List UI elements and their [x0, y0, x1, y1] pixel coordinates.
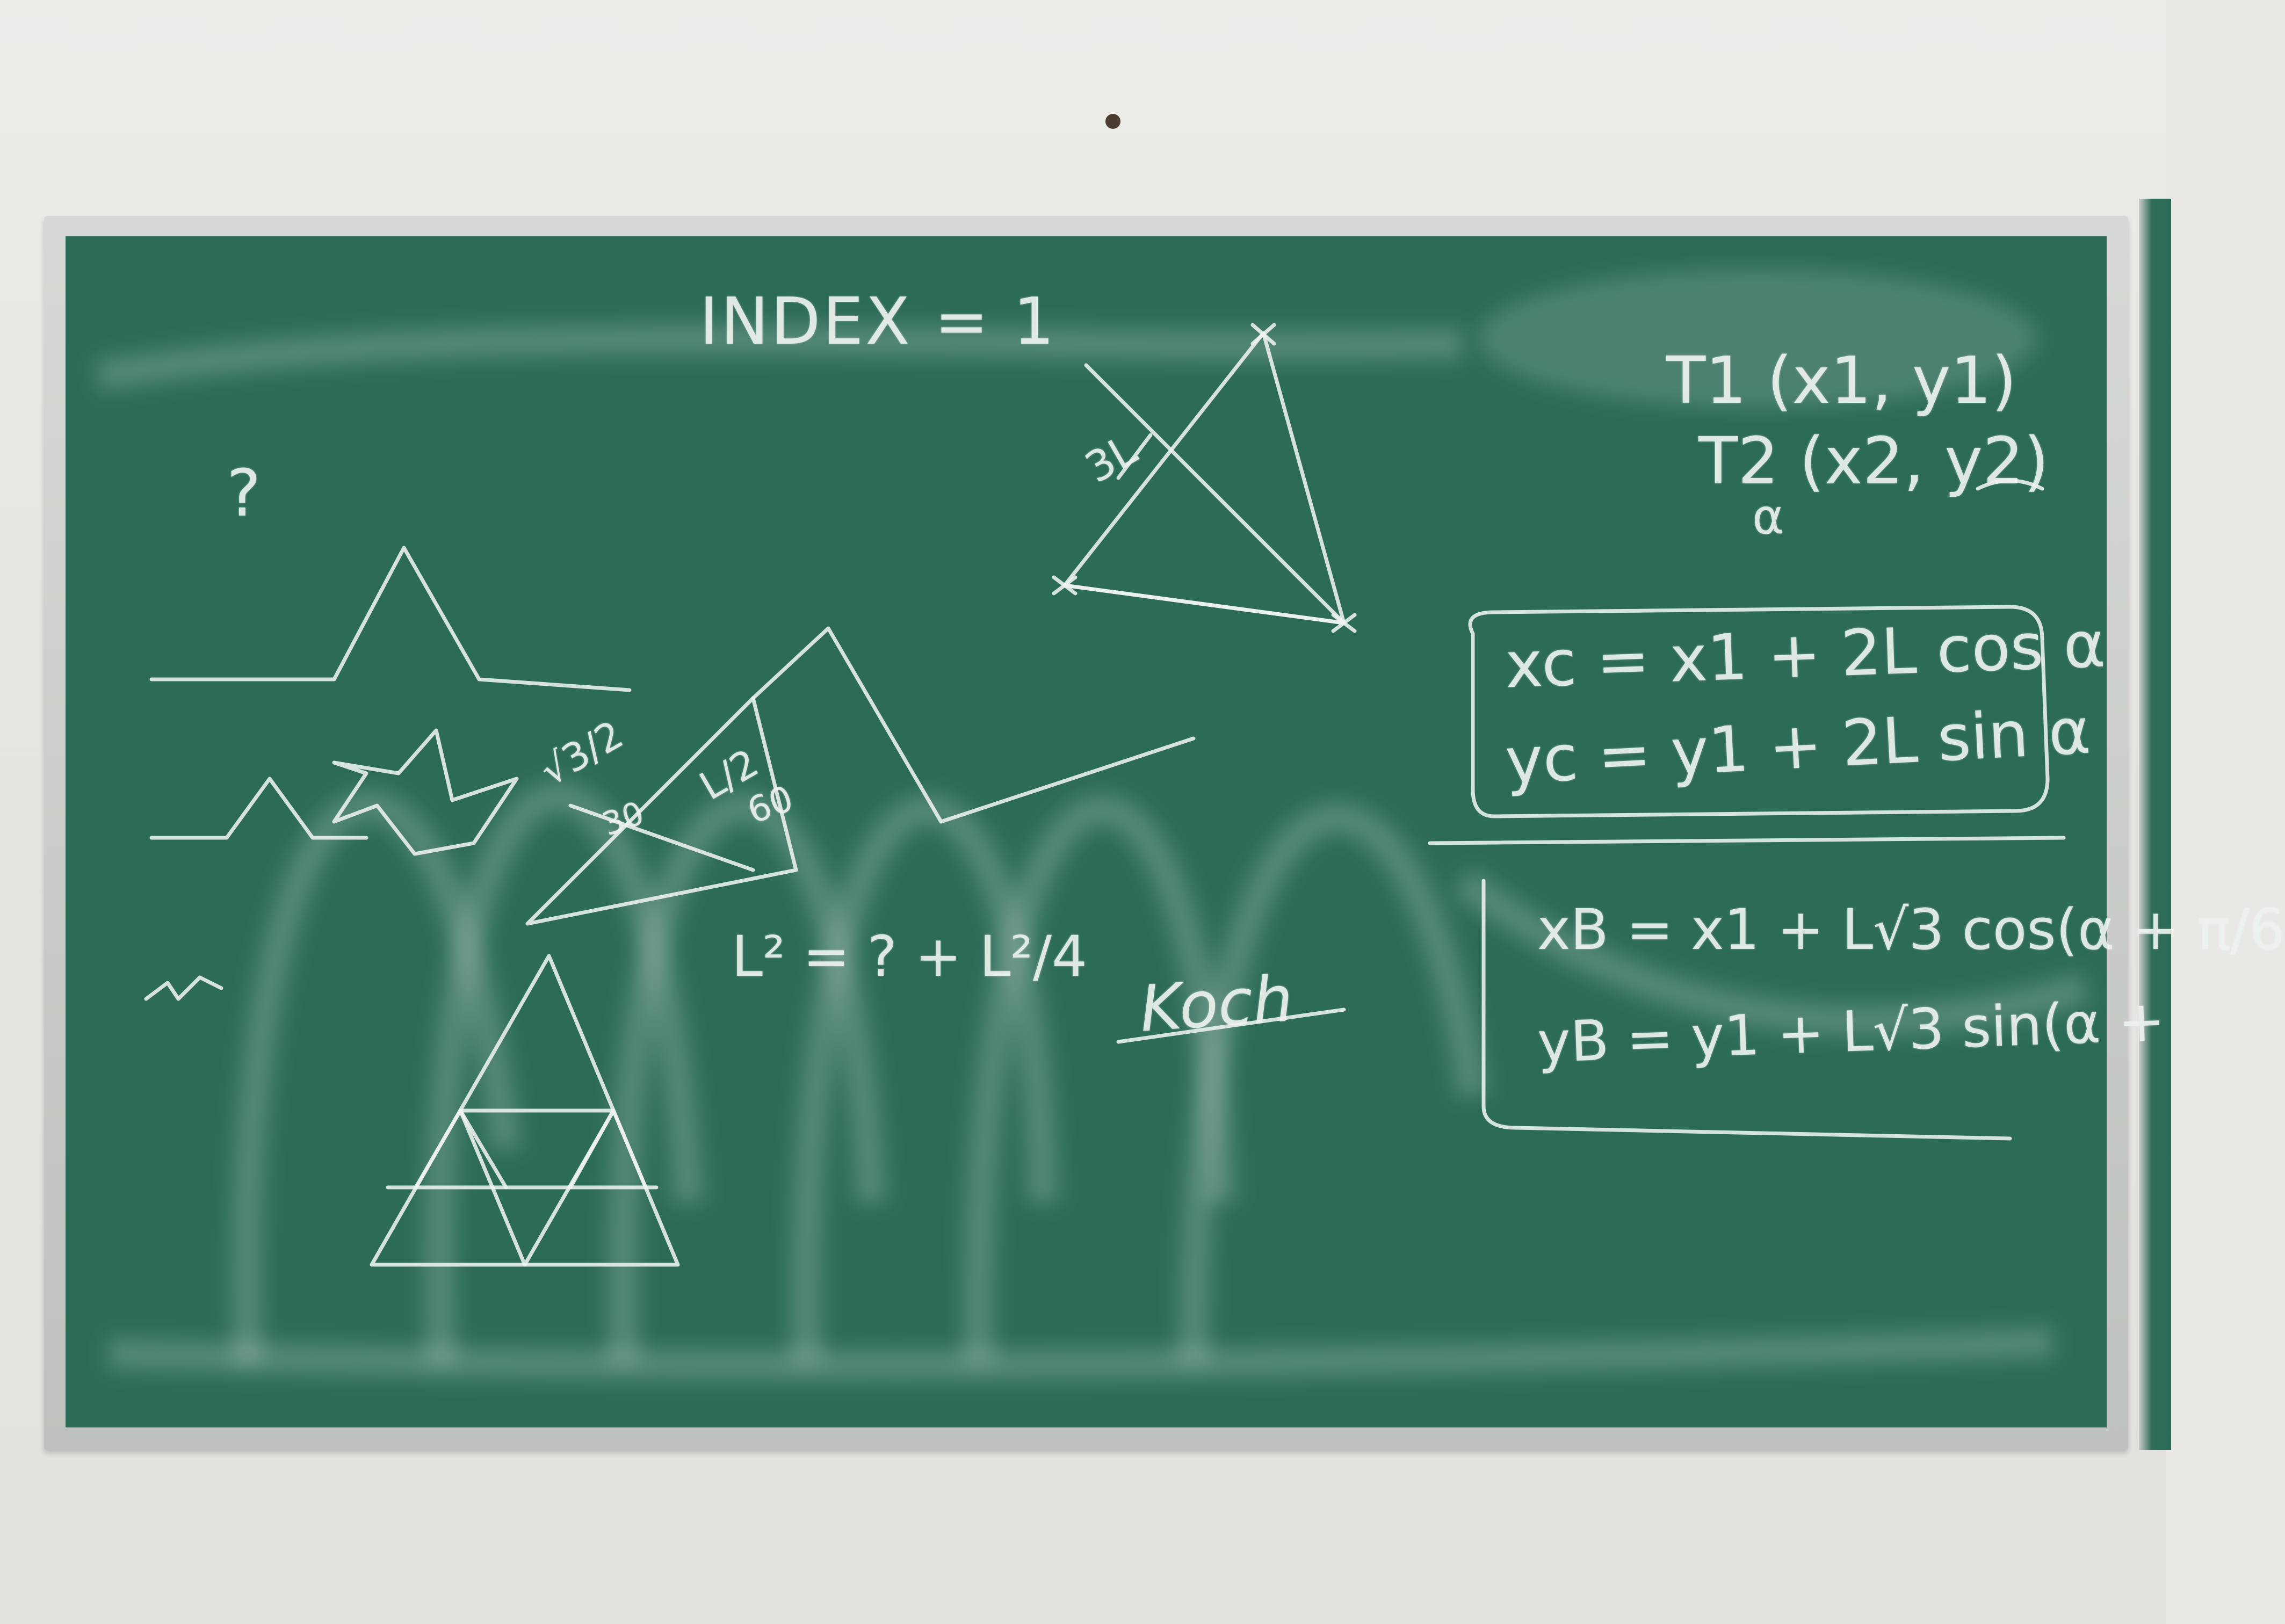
equation-yb: yB = y1 + L√3 sin(α +: [1536, 988, 2166, 1076]
label-angle-60: 60: [742, 777, 799, 832]
chalkboard: [66, 236, 2285, 1427]
adjacent-board-edge: [2139, 199, 2171, 1450]
point-t2: T2 (x2, y2): [1698, 424, 2049, 499]
label-sqrt3-half: √3/2: [532, 712, 631, 794]
equation-xc: xc = x1 + 2L cos α: [1503, 607, 2107, 702]
smudge-arc-3: [623, 808, 871, 1364]
label-l-half: L/2: [692, 740, 766, 809]
smudge-arc-6: [1194, 818, 1473, 1364]
koch-label: Koch: [1137, 961, 1296, 1046]
triangle-median: [1065, 585, 1344, 623]
equation-pythagoras: L² = ? + L²/4: [732, 924, 1088, 989]
separator-line: [1430, 838, 2064, 843]
label-3l: 3L: [1077, 425, 1145, 493]
question-mark: ?: [227, 456, 261, 531]
smudge-arc-4: [806, 810, 1043, 1364]
left-squiggle: [146, 977, 221, 999]
point-t1: T1 (x1, y1): [1666, 344, 2017, 418]
label-angle-30: 30: [597, 794, 649, 844]
angle-alpha: α: [1752, 489, 1784, 545]
smudge-bottom: [109, 1343, 2053, 1365]
equation-xb: xB = x1 + L√3 cos(α + π/6: [1537, 897, 2285, 962]
equation-yc: yc = y1 + 2L sin α: [1503, 693, 2092, 799]
index-heading: INDEX = 1: [699, 285, 1057, 359]
triangle-diagonal: [1086, 365, 1344, 623]
koch-line-top: [151, 548, 630, 690]
wall-screw-hole: [1105, 114, 1120, 129]
koch-large-peak: [753, 628, 1194, 822]
